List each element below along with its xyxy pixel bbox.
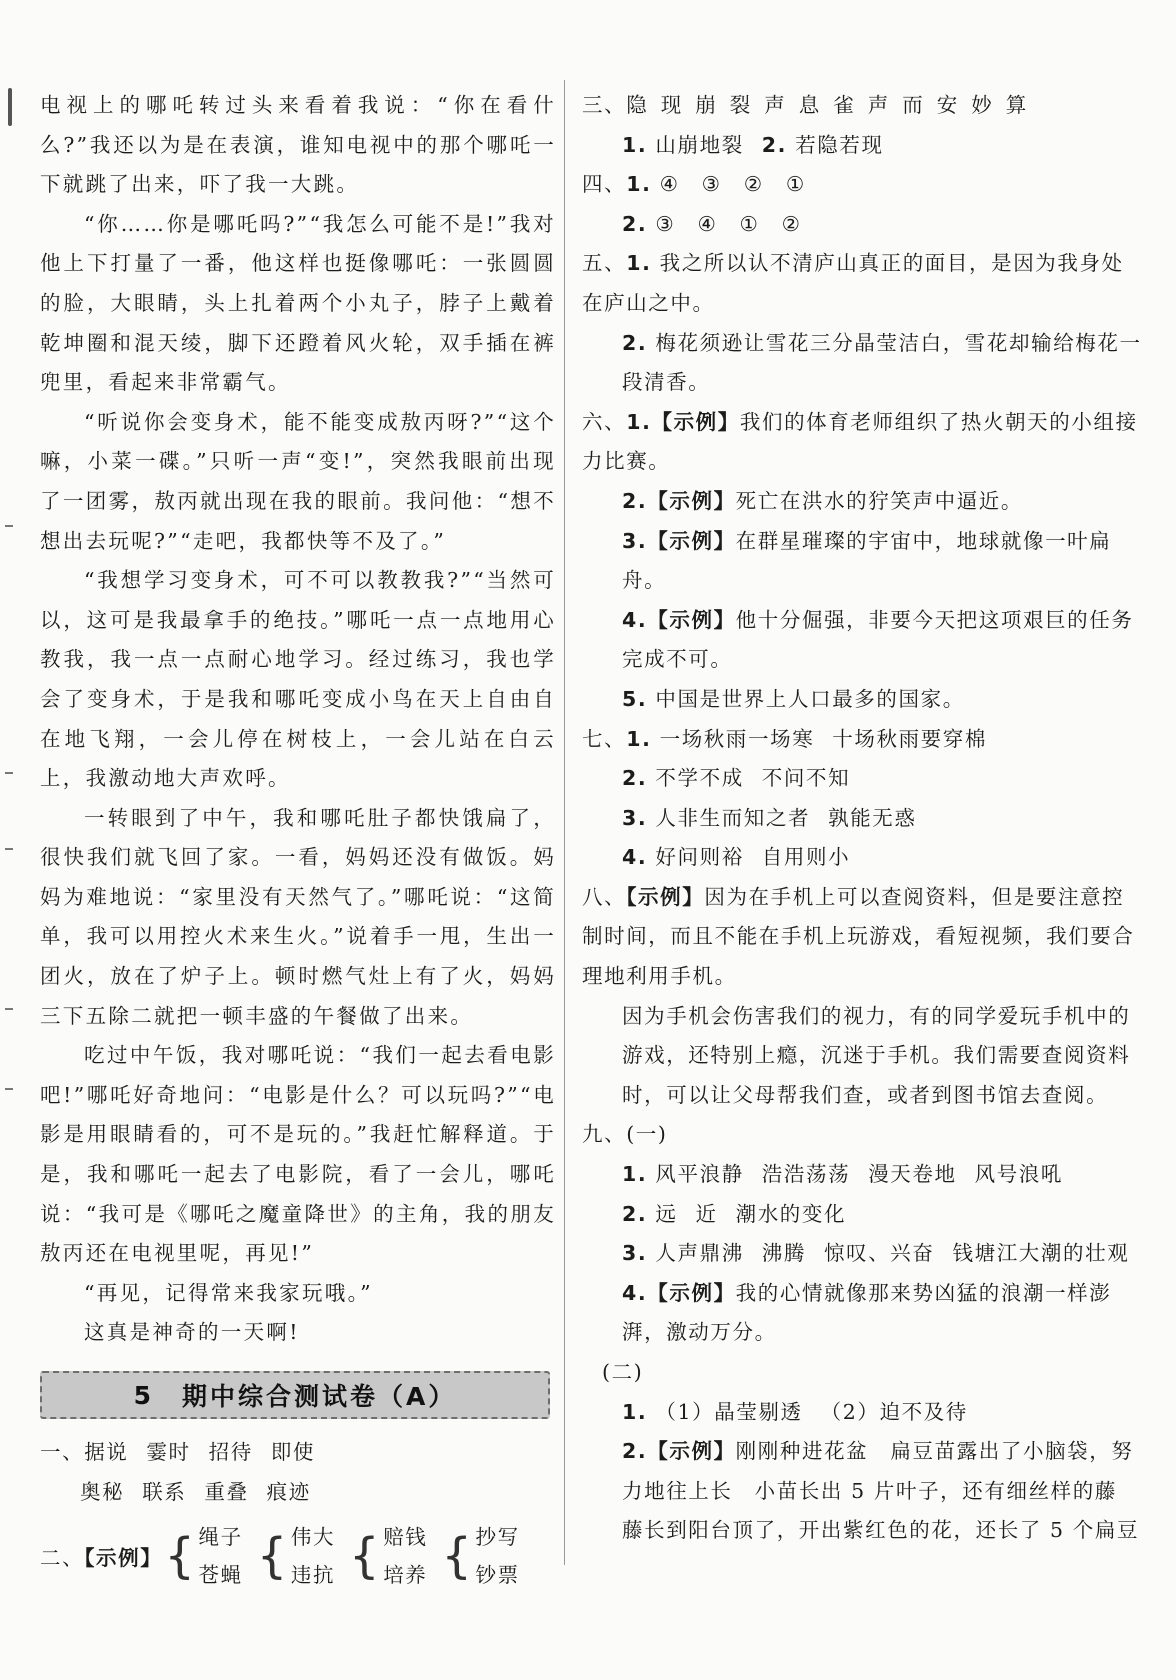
question-9-item bbox=[582, 1195, 1142, 1235]
section-title: 期中综合测试卷（A） bbox=[182, 1382, 457, 1411]
question-label: 三、 bbox=[582, 93, 627, 117]
example-tag: 【示例】 bbox=[84, 1546, 163, 1571]
question-6-item bbox=[582, 680, 1142, 720]
question-9 bbox=[582, 1115, 1142, 1155]
answer-text: 山崩地裂 bbox=[655, 132, 744, 157]
answer-word: 即使 bbox=[270, 1440, 316, 1464]
answer-text: 若隐若现 bbox=[795, 132, 884, 157]
item-number: 2. bbox=[622, 488, 648, 513]
example-tag: 【示例】 bbox=[626, 884, 705, 909]
word-top: 伟大 bbox=[290, 1525, 336, 1550]
question-9-item bbox=[582, 1393, 1142, 1433]
answer-chars: 隐现崩裂声息雀声而安妙算 bbox=[626, 93, 1041, 117]
answer-text: 我们的体育老师组织了热火朝天的小组接力比赛。 bbox=[582, 409, 1138, 474]
essay-paragraph: 电视上的哪吒转过头来看着我说：“你在看什么?”我还以为是在表演，谁知电视中的那个哪吒一下就跳了出来，吓了我一大跳。 bbox=[40, 93, 556, 197]
item-number: 2. bbox=[761, 132, 788, 157]
item-number: 3. bbox=[622, 1241, 648, 1266]
answer-word: 惊叹、兴奋 bbox=[824, 1241, 935, 1266]
question-9-item bbox=[582, 1274, 1142, 1353]
example-tag: 【示例】 bbox=[647, 488, 736, 513]
question-label: 七、 bbox=[582, 726, 627, 751]
question-6 bbox=[582, 403, 1142, 482]
answer-text: 中国是世界上人口最多的国家。 bbox=[655, 686, 965, 711]
question-7-item bbox=[582, 759, 1142, 799]
section-heading bbox=[40, 1371, 550, 1419]
section-number: 5 bbox=[133, 1380, 155, 1410]
answer-text: 人非生而知之者 bbox=[655, 805, 811, 830]
right-column bbox=[582, 86, 1142, 1551]
answer-text: 刚刚种进花盆 扁豆苗露出了小脑袋，努力地往上长 小苗长出 5 片叶子，还有细丝样的藤 藤长到阳台顶了，开出紫红色的花，还长了 5 个扁豆 bbox=[622, 1439, 1140, 1543]
question-label: 九、 bbox=[582, 1122, 627, 1147]
binding-edge-mark bbox=[8, 88, 12, 126]
answer-word: 招待 bbox=[208, 1440, 253, 1464]
essay-paragraph: 这真是神奇的一天啊! bbox=[84, 1320, 300, 1345]
question-3-items bbox=[582, 126, 1142, 166]
example-tag: 【示例】 bbox=[647, 1280, 736, 1305]
left-column bbox=[40, 86, 556, 1594]
word-pair-group bbox=[257, 1518, 335, 1594]
item-number: 1. bbox=[622, 1162, 648, 1187]
answer-text: 因为手机会伤害我们的视力，有的同学爱玩手机中的游戏，还特别上瘾，沉迷于手机。我们需要查阅资料时，可以让父母帮我们查，或者到图书馆去查阅。 bbox=[622, 1003, 1131, 1107]
example-tag: 【示例】 bbox=[647, 607, 736, 632]
item-number: 1. bbox=[622, 132, 648, 157]
answer-text: （1）晶莹剔透 bbox=[655, 1399, 803, 1424]
word-bottom: 培养 bbox=[383, 1563, 428, 1588]
column-divider bbox=[564, 80, 565, 1565]
answer-word: 联系 bbox=[142, 1479, 187, 1504]
answer-text: 好问则裕 bbox=[655, 845, 744, 870]
item-number: 2. bbox=[622, 1201, 648, 1226]
brace-icon: { bbox=[441, 1528, 474, 1585]
answer-text: 一场秋雨一场寒 bbox=[659, 726, 815, 751]
answer-text: 我之所以认不清庐山真正的面目，是因为我身处在庐山之中。 bbox=[582, 251, 1124, 315]
question-5-item-2 bbox=[582, 324, 1142, 403]
question-7-item bbox=[582, 799, 1142, 839]
binding-edge-mark bbox=[5, 848, 13, 850]
binding-edge-mark bbox=[5, 1008, 13, 1010]
answer-text: 自用则小 bbox=[761, 845, 851, 870]
answer-text: 梅花须逊让雪花三分晶莹洁白，雪花却输给梅花一段清香。 bbox=[622, 330, 1142, 395]
question-label: 五、 bbox=[582, 251, 627, 276]
item-number: 2. bbox=[622, 211, 648, 236]
answer-word: 远 bbox=[655, 1201, 678, 1226]
answer-text: 十场秋雨要穿棉 bbox=[832, 726, 987, 751]
answer-text: 不学不成 bbox=[655, 766, 744, 791]
answer-text: （2）迫不及待 bbox=[820, 1399, 968, 1424]
question-label: 六、 bbox=[582, 409, 627, 434]
example-tag: 【示例】 bbox=[651, 409, 740, 434]
answer-word: 沸腾 bbox=[761, 1241, 806, 1266]
question-9-part-2 bbox=[582, 1353, 1142, 1393]
item-number: 2. bbox=[622, 330, 648, 355]
question-2 bbox=[40, 1518, 556, 1594]
question-6-item bbox=[582, 601, 1142, 680]
item-number: 2. bbox=[622, 1439, 648, 1464]
essay-paragraph: “听说你会变身术，能不能变成敖丙呀?”“这个嘛，小菜一碟。”只听一声“变!”，突然我眼前出现了一团雾，敖丙就出现在我的眼前。我问他：“想不想出去玩呢?”“走吧，我都快等不及了。” bbox=[40, 409, 556, 553]
answer-word: 奥秘 bbox=[80, 1479, 125, 1504]
word-top: 抄写 bbox=[475, 1525, 520, 1550]
answer-word: 近 bbox=[695, 1201, 718, 1226]
answer-word: 钱塘江大潮的壮观 bbox=[952, 1241, 1130, 1266]
answer-word: 风号浪吼 bbox=[974, 1162, 1064, 1187]
binding-edge-mark bbox=[5, 525, 13, 527]
answer-word: 浩浩荡荡 bbox=[761, 1162, 851, 1187]
item-number: 4. bbox=[622, 1280, 648, 1305]
item-number: 4. bbox=[622, 845, 648, 870]
word-bottom: 钞票 bbox=[475, 1563, 520, 1588]
question-label: 一、 bbox=[40, 1440, 85, 1464]
question-1-row-2 bbox=[40, 1473, 556, 1513]
word-top: 绳子 bbox=[198, 1525, 243, 1550]
essay-paragraph: 吃过中午饭，我对哪吒说：“我们一起去看电影吧!”哪吒好奇地问：“电影是什么？可以玩吗?”“电影是用眼睛看的，可不是玩的。”我赶忙解释道。于是，我和哪吒一起去了电影院，看了一会儿，哪吒说：“我可是《哪吒之魔童降世》的主角，我的朋友敖丙还在电视里呢，再见!” bbox=[40, 1043, 556, 1266]
answer-text: 孰能无惑 bbox=[828, 805, 917, 830]
question-6-item bbox=[582, 482, 1142, 522]
item-number: 1. bbox=[626, 726, 652, 751]
question-label: 四、 bbox=[582, 172, 627, 197]
brace-icon: { bbox=[349, 1528, 382, 1585]
question-8-paragraph-2 bbox=[582, 997, 1142, 1116]
answer-word: 痕迹 bbox=[266, 1479, 311, 1504]
word-bottom: 违抗 bbox=[290, 1563, 336, 1588]
question-4 bbox=[582, 165, 1142, 205]
answer-text: 他十分倔强，非要今天把这项艰巨的任务完成不可。 bbox=[622, 607, 1134, 672]
question-5 bbox=[582, 244, 1142, 323]
essay-paragraph: 一转眼到了中午，我和哪吒肚子都快饿扁了，很快我们就飞回了家。一看，妈妈还没有做饭。妈妈为难地说：“家里没有天然气了。”哪吒说：“这简单，我可以用控火术来生火。”说着手一甩，生出一团火，放在了炉子上。顿时燃气灶上有了火，妈妈三下五除二就把一顿丰盛的午餐做了出来。 bbox=[40, 805, 556, 1028]
word-top: 赔钱 bbox=[383, 1525, 428, 1550]
answer-word: 潮水的变化 bbox=[735, 1201, 847, 1226]
answer-word: 霎时 bbox=[146, 1440, 191, 1464]
brace-icon: { bbox=[164, 1528, 197, 1585]
brace-icon: { bbox=[256, 1528, 289, 1585]
question-6-item bbox=[582, 522, 1142, 601]
question-9-item bbox=[582, 1234, 1142, 1274]
answer-word: 重叠 bbox=[204, 1479, 249, 1504]
question-label: 八、 bbox=[582, 884, 627, 909]
question-4-item-2 bbox=[582, 205, 1142, 245]
answer-text: 在群星璀璨的宇宙中，地球就像一叶扁舟。 bbox=[622, 528, 1112, 593]
answer-text: 死亡在洪水的狞笑声中逼近。 bbox=[735, 488, 1023, 513]
answer-text: ④ ③ ② ① bbox=[659, 172, 806, 197]
essay-paragraph: “你……你是哪吒吗?”“我怎么可能不是!”我对他上下打量了一番，他这样也挺像哪吒：一张圆圆的脸，大眼睛，头上扎着两个小丸子，脖子上戴着乾坤圈和混天绫，脚下还蹬着风火轮，双手插在裤兜里，看起来非常霸气。 bbox=[40, 211, 556, 395]
binding-edge-mark bbox=[5, 772, 13, 774]
answer-text: 不问不知 bbox=[761, 766, 851, 791]
question-label: 二、 bbox=[40, 1546, 85, 1571]
question-1 bbox=[40, 1433, 556, 1473]
question-8 bbox=[582, 878, 1142, 997]
item-number: 5. bbox=[622, 686, 648, 711]
question-7 bbox=[582, 720, 1142, 760]
essay-paragraph: “再见，记得常来我家玩哦。” bbox=[84, 1280, 373, 1305]
word-bottom: 苍蝇 bbox=[198, 1563, 243, 1588]
item-number: 1. bbox=[626, 251, 652, 276]
binding-edge-mark bbox=[5, 1088, 13, 1090]
word-pair-group bbox=[164, 1518, 242, 1594]
item-number: 3. bbox=[622, 805, 648, 830]
answer-word: 风平浪静 bbox=[655, 1162, 744, 1187]
question-9-item bbox=[582, 1432, 1142, 1551]
item-number: 2. bbox=[622, 766, 648, 791]
item-number: 1. bbox=[626, 409, 652, 434]
answer-text: 因为在手机上可以查阅资料，但是要注意控制时间，而且不能在手机上玩游戏，看短视频，我们要合理地利用手机。 bbox=[582, 884, 1135, 989]
question-3 bbox=[582, 86, 1142, 126]
word-pair-group bbox=[349, 1518, 427, 1594]
item-number: 1. bbox=[626, 172, 652, 197]
question-9-item bbox=[582, 1155, 1142, 1195]
item-number: 1. bbox=[622, 1399, 648, 1424]
item-number: 3. bbox=[622, 528, 648, 553]
answer-word: 据说 bbox=[84, 1440, 129, 1464]
item-number: 4. bbox=[622, 607, 648, 632]
example-tag: 【示例】 bbox=[647, 1439, 736, 1464]
part-label: (二) bbox=[602, 1360, 644, 1384]
answer-word: 漫天卷地 bbox=[868, 1162, 957, 1187]
word-pair-group bbox=[441, 1518, 519, 1594]
part-label: (一) bbox=[626, 1122, 668, 1147]
example-tag: 【示例】 bbox=[647, 528, 736, 553]
answer-text: 我的心情就像那来势凶猛的浪潮一样澎湃，激动万分。 bbox=[622, 1280, 1112, 1345]
essay-paragraph: “我想学习变身术，可不可以教教我?”“当然可以，这可是我最拿手的绝技。”哪吒一点一点地用心教我，我一点一点耐心地学习。经过练习，我也学会了变身术，于是我和哪吒变成小鸟在天上自由自在地飞翔，一会儿停在树枝上，一会儿站在白云上，我激动地大声欢呼。 bbox=[40, 568, 556, 791]
answer-text: ③ ④ ① ② bbox=[655, 211, 802, 236]
answer-word: 人声鼎沸 bbox=[655, 1241, 744, 1266]
question-7-item bbox=[582, 838, 1142, 878]
